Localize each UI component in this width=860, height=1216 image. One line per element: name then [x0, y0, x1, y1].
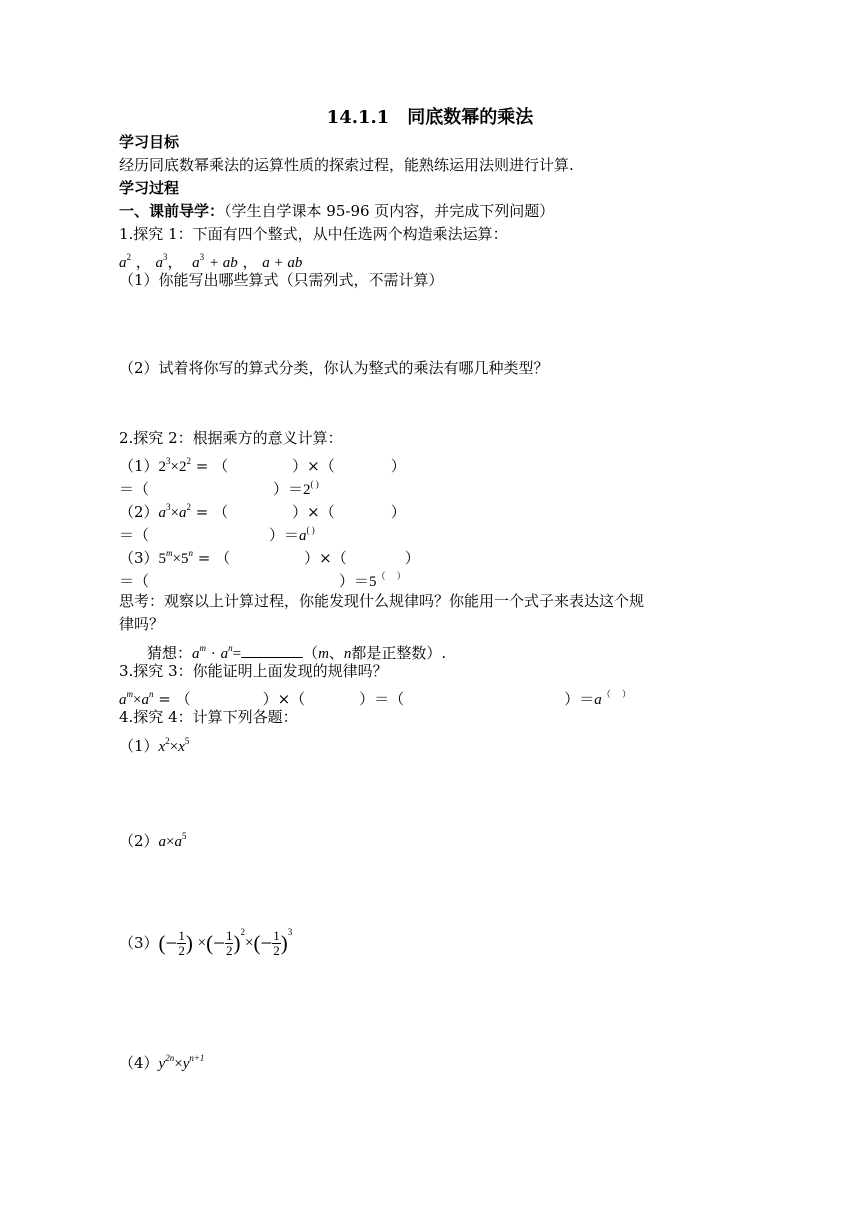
explore3-intro: 3.探究 3：你能证明上面发现的规律吗？: [119, 662, 388, 680]
guess-line: 猜想：$a^m \cdot a^n= (m$、n都是正整数）.: [147, 643, 447, 662]
explore4-intro: 4.探究 4：计算下列各题：: [119, 708, 298, 726]
objective-heading: 学习目标: [119, 133, 180, 151]
process-heading: 学习过程: [119, 179, 180, 197]
section1-note: （学生自学课本 95-96 页内容，并完成下列问题）: [224, 202, 555, 220]
explore4-item2: $(2)a\times a^5$: [119, 831, 187, 850]
think-line1: 思考：观察以上计算过程，你能发现什么规律吗？你能用一个式子来表达这个规: [119, 592, 645, 610]
explore1-q2: （2）试着将你写的算式分类，你认为整式的乘法有哪几种类型？: [119, 359, 549, 377]
explore2-row3: $(3)5^m\times 5^n$ = （ ）×（ ）: [119, 548, 420, 567]
explore1-expressions: $a^2$ ， $a^3$， $a^3$ + ab ， a + ab: [119, 252, 303, 271]
objective-text: 经历同底数幂乘法的运算性质的探索过程，能熟练运用法则进行计算.: [119, 156, 574, 174]
explore4-item1: $(1)x^2\times x^5$: [119, 736, 190, 755]
explore4-item4: $(4)y^{2n}\times y^{n+1}$: [119, 1053, 205, 1072]
explore2-row2: $(2)a^3\times a^2$ = （ ）×（ ）: [119, 502, 406, 521]
section1-line: [119, 201, 554, 221]
explore4-item3: （3）(− $\frac{1}{2}$ ) ×(− $\frac{1}{2}$ )$^2$×(− $\frac{1}{2}$ )$^3$: [119, 927, 293, 958]
explore1-intro: 1.探究 1：下面有四个整式，从中任选两个构造乘法运算：: [119, 225, 508, 243]
guess-blank[interactable]: [241, 643, 303, 658]
think-line2: 律吗？: [119, 615, 165, 633]
explore2-row1: $(1)2^3\times 2^2$ = （ ）×（ ）: [119, 456, 406, 475]
section1-label: 一、课前导学：: [119, 202, 225, 220]
explore2-row1b: ＝（ ）＝2( ): [119, 479, 319, 498]
page-title: 14.1.1 同底数幂的乘法: [326, 107, 534, 128]
explore2-intro: 2.探究 2：根据乘方的意义计算：: [119, 429, 343, 447]
explore2-row3b: ＝（ ）＝5（ ）: [119, 571, 406, 590]
explore1-q1: （1）你能写出哪些算式（只需列式，不需计算）: [119, 271, 444, 289]
explore3-equation: $a^m\times a^n$ = （ ）×（ ）＝（ ）＝a（ ）: [119, 689, 631, 708]
explore2-row2b: ＝（ ）＝a( ): [119, 525, 315, 544]
